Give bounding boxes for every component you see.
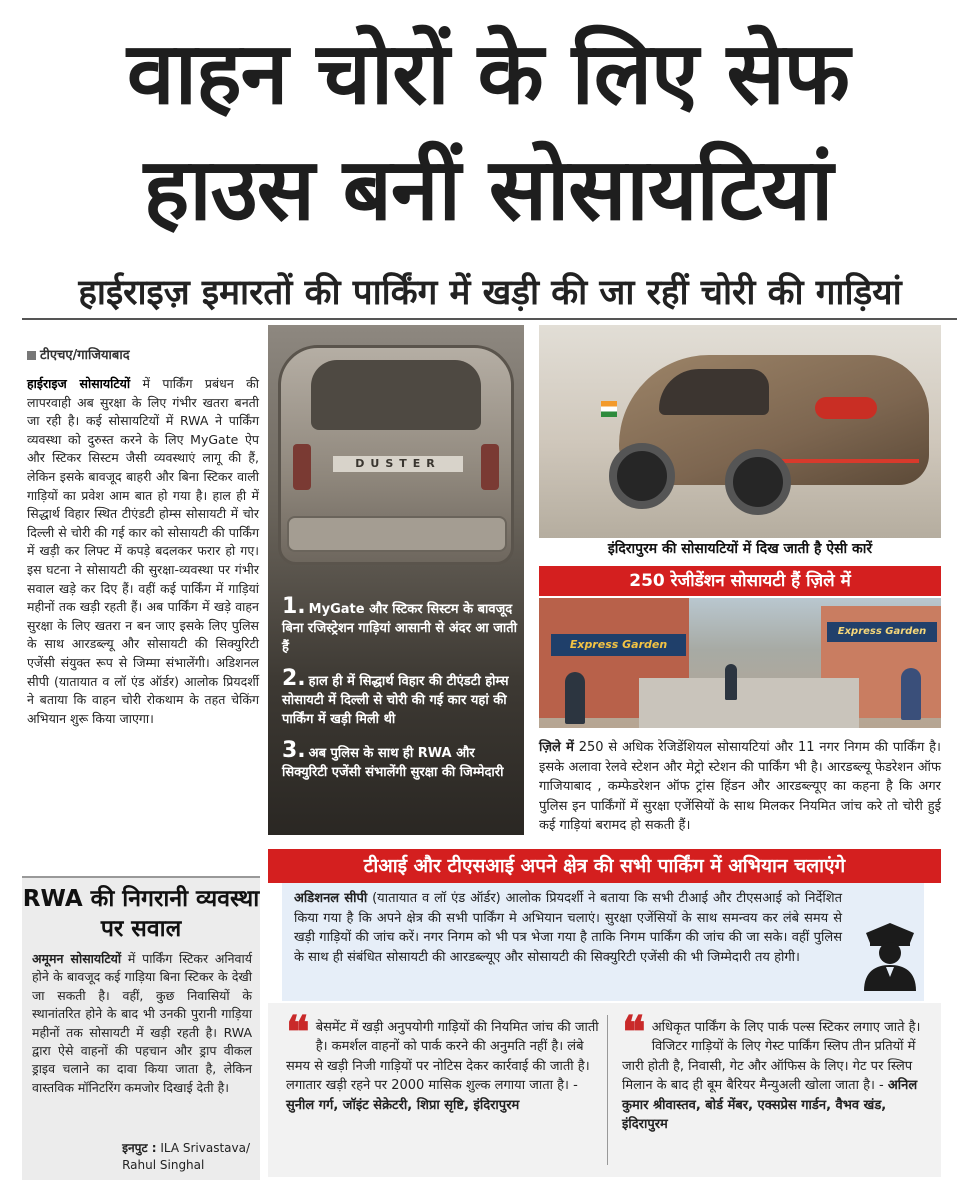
residential-banner: 250 रेजीडेंशन सोसायटी हैं ज़िले में	[539, 566, 941, 596]
quote-divider	[607, 1015, 608, 1165]
campaign-box	[282, 883, 924, 1001]
front-wheel	[609, 443, 675, 509]
key-point-3: 3. अब पुलिस के साथ ही RWA और सिक्युरिटी एजेंसी संभालेंगी सुरक्षा की जिम्मेदारी	[282, 738, 504, 780]
rear-bumper	[287, 516, 507, 552]
guard-figure	[901, 668, 921, 720]
car-taillight	[815, 397, 877, 419]
district-text	[539, 738, 941, 836]
credit-name-2: Rahul Singhal	[122, 1158, 205, 1172]
district-body: 250 से अधिक रेजिडेंशियल सोसायटियां और 11 नगर निगम की पार्किंग है। इसके अलावा रेलवे स्टेशन और मेट्रो स्टेशन की पार्किंग भी है। आरडब्ल्यू फेडरेशन ऑफ गाजियाबाद , कम्फेडरेशन ऑफ ट्रांस हिंडन और आरडब्ल्यूए का कहना है कि अगर पुलिस इन पार्किंगों में सुरक्षा एजेंसियों के साथ मिलकर नियमित जांच करे तो चोरी हुई कई गाड़ियां बरामद हो सकती हैं।	[539, 740, 941, 833]
car-stripe	[769, 459, 919, 463]
quote-mark-icon: ❝	[622, 1007, 646, 1058]
police-officer-icon	[858, 919, 922, 991]
campaign-banner: टीआई और टीएसआई अपने क्षेत्र की सभी पार्किंग में अभियान चलाएंगे	[268, 849, 941, 883]
rwa-title: RWA की निगरानी व्यवस्था पर सवाल	[22, 886, 260, 942]
byline-text: टीएचए/गाजियाबाद	[40, 348, 130, 363]
quote-sunil-garg: ❝ बेसमेंट में खड़ी अनुपयोगी गाड़ियों की नियमित जांच की जाती है। कमर्शल वाहनों को पार्क करने की अनुमति नहीं है। लंबे समय से खड़ी निजी गाड़ियों पर नोटिस देकर कार्रवाई की जाती है। लगातार खड़ी रहने पर 2000 मासिक शुल्क लगाया जाता है। - सुनील गर्ग, जॉइंट सेक्रेटरी, शिप्रा सृष्टि, इंदिरापुरम	[286, 1007, 599, 1113]
rwa-lead: अमूमन सोसायटियों	[32, 951, 122, 966]
rwa-body	[22, 944, 260, 1097]
divider	[22, 318, 957, 320]
flag-icon	[601, 401, 617, 417]
square-bullet-icon	[27, 351, 36, 360]
district-lead: ज़िले में	[539, 740, 574, 755]
quote-anil-kumar: ❝ अधिकृत पार्किंग के लिए पार्क पल्स स्टिकर लगाए जाते है। विजिटर गाड़ियों के लिए गेस्ट पार्किंग स्लिप तीन प्रतियों में जारी होती है, निवासी, गेट और ऑफिस के लिए। गेट पर स्लिप मिलान के बाद ही बूम बैरियर मैन्युअली खोला जाता है। - अनिल कुमार श्रीवास्तव, बोर्ड मेंबर, एक्सप्रेस गार्डन, वैभव खंड, इंदिरापुरम	[622, 1007, 921, 1133]
headline-line-2: हाउस बनीं सोसायटियां	[143, 140, 833, 240]
input-credit	[122, 1140, 250, 1174]
car-window	[659, 369, 769, 415]
headline-line-1: वाहन चोरों के लिए सेफ	[126, 24, 850, 124]
rwa-text: में पार्किंग स्टिकर अनिवार्य होने के बावजूद कई गाड़िया बिना स्टिकर के देखी जा सकती है। वहीं, कुछ निवासियों के स्थानांतरित होने के बाद भी उनकी पुरानी गाड़िया महीनों तक सोसायटी में खड़ी रहती है। RWA द्वारा ऐसे वाहनों की पहचान और ड्राप वीकल ड्राइव चलाने का दावा किया जाता है, लेकिन वास्तविक मॉनिटरिंग कमजोर दिखाई देती है।	[32, 951, 252, 1095]
express-garden-sign-2: Express Garden	[827, 622, 937, 642]
key-point-1: 1. MyGate और स्टिकर सिस्टम के बावजूद बिना रजिस्ट्रेशन गाड़ियां आसानी से अंदर आ जाती हैं	[282, 594, 518, 655]
rear-wheel	[725, 449, 791, 515]
society-gate-photo	[539, 598, 941, 728]
dusty-car-photo	[539, 325, 941, 538]
quote-mark-icon: ❝	[286, 1007, 310, 1058]
guard-figure	[565, 672, 585, 724]
key-point-2: 2. हाल ही में सिद्धार्थ विहार की टीएंडटी होम्स सोसायटी में दिल्ली से चोरी की गई कार यहां की पार्किंग में खड़ी मिली थी	[282, 666, 509, 727]
credit-name-1: ILA Srivastava/	[160, 1141, 250, 1155]
rear-window	[311, 360, 481, 430]
credit-label: इनपुट :	[122, 1141, 157, 1155]
byline	[27, 345, 130, 363]
guard-figure	[725, 664, 737, 700]
campaign-body: (यातायात व लॉ एंड ऑर्डर) आलोक प्रियदर्शी ने बताया कि सभी टीआई और टीएसआई को निर्देशित किया गया है कि अपने क्षेत्र की सभी पार्किंग मे अभियान चलाएं। सुरक्षा एजेंसियों के साथ समन्वय कर लंबे समय से खड़ी गाड़ियों की जांच करें। नगर निगम को भी पत्र भेजा गया है ताकि निगम पार्किंग की जांच की जा सके। वहीं पुलिस के साथ ही संबंधित सोसायटी की आरडब्ल्यूए और सोसायटी की सिक्युरिटी एजेंसी की भी जिम्मेदारी तय होगी।	[294, 891, 842, 965]
campaign-lead: अडिशनल सीपी	[294, 891, 368, 906]
photo-caption: इंदिरापुरम की सोसायटियों में दिख जाती है ऐसी कारें	[607, 541, 873, 557]
express-garden-sign: Express Garden	[551, 634, 686, 656]
duster-car-photo	[268, 325, 524, 835]
taillight-left	[293, 444, 311, 490]
car-badge: DUSTER	[333, 456, 463, 472]
article-body: में पार्किंग प्रबंधन की लापरवाही अब सुरक्षा के लिए गंभीर खतरा बनती जा रही है। कई सोसायटियों में RWA ने पार्किंग व्यवस्था को दुरुस्त करने के लिए MyGate ऐप और स्टिकर सिस्टम जैसी व्यवस्थाएं लागू की हैं, लेकिन इसके बावजूद बाहरी और बिना स्टिकर वाली गाड़ियों का प्रवेश आम बात हो गया है। हाल ही में सिद्धार्थ विहार स्थित टीएंडटी होम्स सोसायटी में चोर दिल्ली से चोरी की गई कार को सोसायटी की पार्किंग में खड़ी कर लिफ्ट में कपड़े बदलकर फरार हो गए। इस घटना ने सोसायटी की सुरक्षा-व्यवस्था पर गंभीर सवाल खड़े कर दिए हैं। वहीं कई पार्किंग में गाड़ियां महीनों तक खड़ी रहती हैं। अब पार्किंग में खड़े वाहन सुरक्षा के लिए खतरा न बन जाए इसके लिए पुलिस के साथ आरडब्ल्यू और सोसायटी की सिक्युरिटी एजेंसी संयुक्त रूप से जिम्मा संभालेंगी। अडिशनल सीपी (यातायात व लॉ एंड ऑर्डर) आलोक प्रियदर्शी ने बताया कि वाहन चोरी रोकथाम के तहत चेकिंग अभियान शुरू किया जाएगा।	[27, 376, 259, 726]
article-lead: हाईराइज सोसायटियों	[27, 376, 131, 391]
car-rear-image	[278, 345, 514, 565]
campaign-text	[294, 889, 842, 967]
road	[639, 678, 859, 728]
main-article-text	[27, 375, 259, 728]
subheadline: हाईराइज़ इमारतों की पार्किंग में खड़ी की जा रहीं चोरी की गाड़ियां	[78, 273, 902, 313]
key-points-list	[282, 594, 518, 794]
taillight-right	[481, 444, 499, 490]
rwa-sidebar	[22, 876, 260, 1180]
